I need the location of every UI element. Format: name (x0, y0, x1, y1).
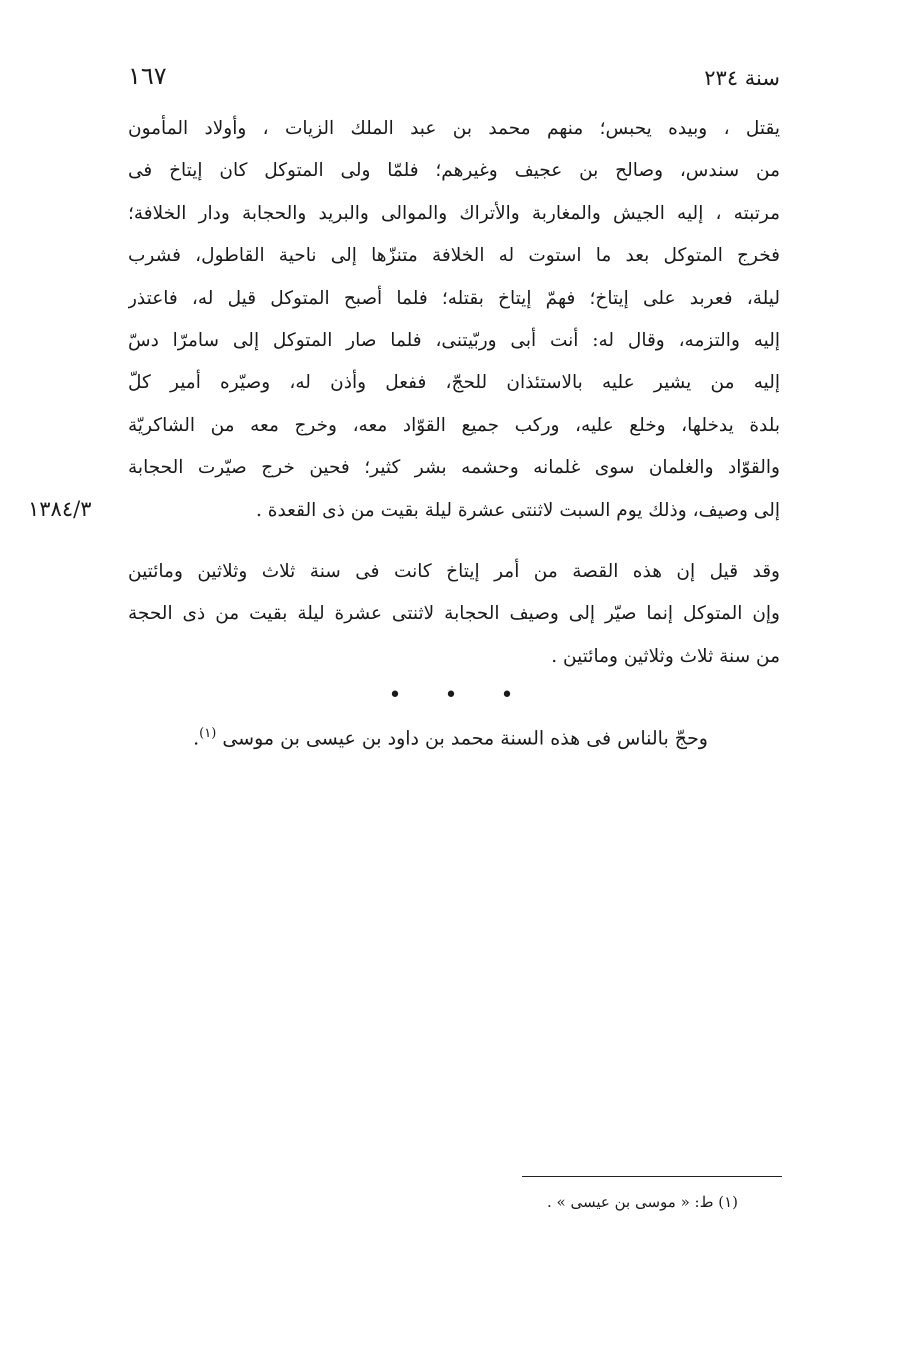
text-line: بلدة يدخلها، وخلع عليه، وركب جميع القوّاد معه، وخرج معه من الشاكريّة (128, 414, 780, 436)
section-separator: • • • (388, 683, 532, 708)
text-line: من سنة ثلاث وثلاثين ومائتين . (551, 645, 780, 667)
hajj-line-end: . (193, 727, 200, 750)
text-line: يقتل ، وبيده يحبس؛ منهم محمد بن عبد الملك الزيات ، وأولاد المأمون (128, 118, 780, 139)
page-number: ١٦٧ (128, 62, 167, 90)
margin-reference: ١٣٨٤/٣ (28, 497, 92, 521)
text-line: من سندس، وصالح بن عجيف وغيرهم؛ فلمّا ولى المتوكل كان إيتاخ فى (128, 160, 780, 182)
text-line: ليلة، فعربد على إيتاخ؛ فهمّ إيتاخ بقتله؛ فلما أصبح المتوكل قيل له، فاعتذر (128, 287, 780, 309)
text-line: مرتبته ، إليه الجيش والمغاربة والأتراك والموالى والبريد والحجابة ودار الخلافة؛ (128, 202, 780, 224)
text-line: إليه من يشير عليه بالاستئذان للحجّ، ففعل وأذن له، وصيّره أمير كلّ (128, 372, 780, 394)
text-line: والقوّاد والغلمان سوى غلمانه وحشمه بشر كثير؛ فحين خرج صيّرت الحجابة (128, 457, 780, 479)
paragraph-alternate-account (128, 551, 780, 678)
text-line: وإن المتوكل إنما صيّر إلى وصيف الحجابة لاثنتى عشرة ليلة بقيت من ذى الحجة (128, 603, 780, 625)
hajj-text: وحجّ بالناس فى هذه السنة محمد بن داود بن عيسى بن موسى (222, 727, 708, 750)
running-header-year: سنة ٢٣٤ (704, 66, 780, 90)
hajj-leader-line (193, 726, 708, 749)
footnote-divider (522, 1176, 782, 1177)
text-line: وقد قيل إن هذه القصة من أمر إيتاخ كانت فى سنة ثلاث وثلاثين ومائتين (128, 561, 780, 582)
footnote-marker: (١) (199, 726, 217, 741)
text-line: إليه والتزمه، وقال له: أنت أبى وربّيتنى، فلما صار المتوكل إلى سامرّا دسّ (128, 329, 780, 351)
text-line: فخرج المتوكل بعد ما استوت له الخلافة متنزّها إلى ناحية القاطول، فشرب (128, 245, 780, 267)
footnote: (١) ط: « موسى بن عيسى » . (546, 1193, 738, 1211)
text-line: إلى وصيف، وذلك يوم السبت لاثنتى عشرة ليلة بقيت من ذى القعدة . (256, 499, 780, 521)
paragraph-itakh-story (128, 108, 780, 532)
